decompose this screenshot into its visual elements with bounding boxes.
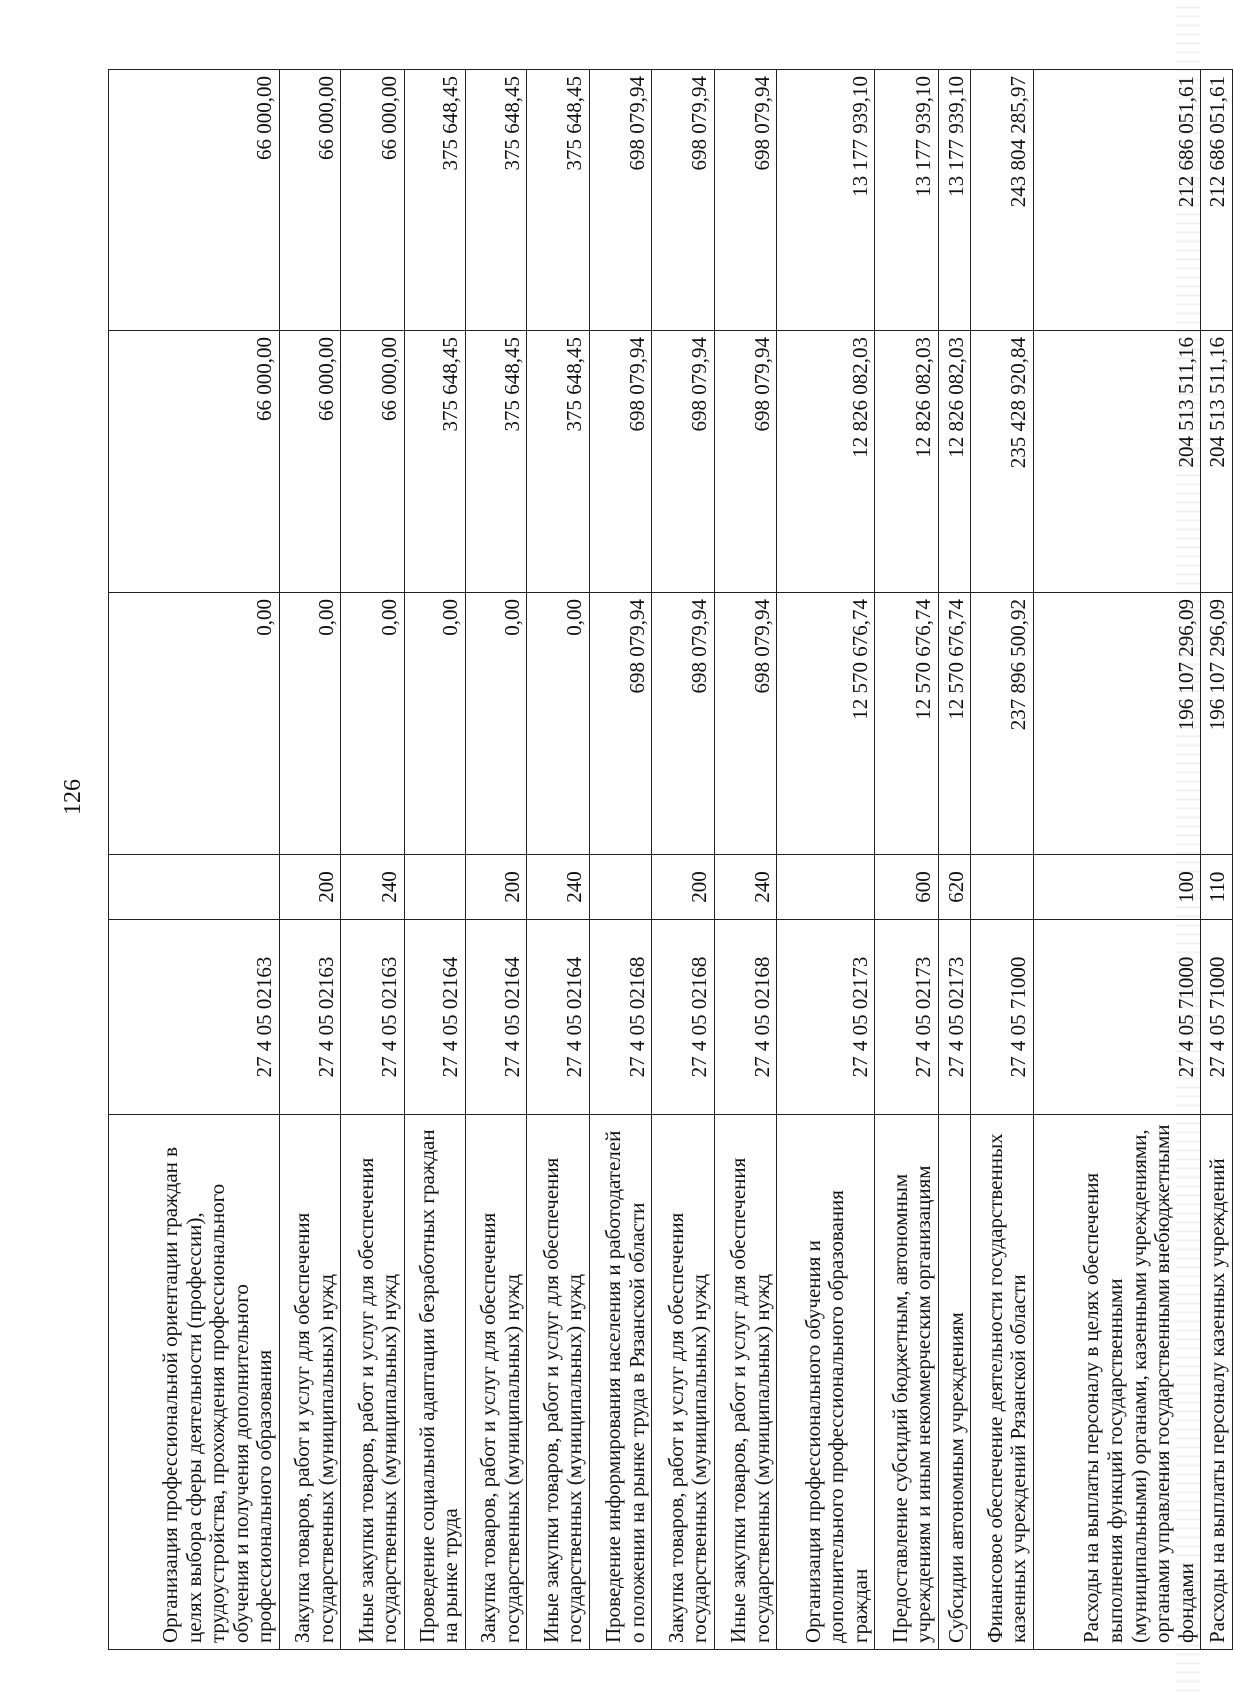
table-row bbox=[465, 70, 526, 1650]
row-value-3: 375 648,45 bbox=[404, 70, 465, 331]
table-row bbox=[1201, 70, 1233, 1650]
table-row bbox=[404, 70, 465, 1650]
row-value-3: 698 079,94 bbox=[589, 70, 651, 331]
row-name: Организация профессиональной ориентации граждан в целях выбора сферы деятельности (профессии), трудоустройства, прохождения профессионального обучения и получения дополнительного профессионального образования bbox=[109, 1115, 280, 1650]
row-vr: 620 bbox=[938, 855, 970, 920]
row-value-3: 375 648,45 bbox=[465, 70, 526, 331]
row-value-2: 698 079,94 bbox=[652, 331, 714, 593]
row-value-2: 235 428 920,84 bbox=[971, 331, 1033, 593]
row-code: 27 4 05 02173 bbox=[875, 920, 939, 1115]
row-vr: 240 bbox=[714, 855, 776, 920]
row-name: Расходы на выплаты персоналу казенных учреждений bbox=[1201, 1115, 1233, 1650]
row-code: 27 4 05 02173 bbox=[938, 920, 970, 1115]
row-name: Финансовое обеспечение деятельности государственных казенных учреждений Рязанской области bbox=[971, 1115, 1033, 1650]
table-row bbox=[938, 70, 970, 1650]
row-value-3: 13 177 939,10 bbox=[938, 70, 970, 331]
row-name: Иные закупки товаров, работ и услуг для обеспечения государственных (муниципальных) нужд bbox=[341, 1115, 405, 1650]
table-row bbox=[875, 70, 939, 1650]
row-code: 27 4 05 02168 bbox=[589, 920, 651, 1115]
row-code: 27 4 05 02163 bbox=[279, 920, 340, 1115]
row-value-1: 0,00 bbox=[404, 593, 465, 855]
row-value-1: 12 570 676,74 bbox=[777, 593, 875, 855]
table-row bbox=[279, 70, 340, 1650]
row-vr: 600 bbox=[875, 855, 939, 920]
row-value-2: 12 826 082,03 bbox=[777, 331, 875, 593]
row-value-3: 212 686 051,61 bbox=[1201, 70, 1233, 331]
row-vr: 240 bbox=[527, 855, 589, 920]
row-vr bbox=[589, 855, 651, 920]
row-value-2: 12 826 082,03 bbox=[875, 331, 939, 593]
row-code: 27 4 05 02163 bbox=[341, 920, 405, 1115]
row-value-3: 698 079,94 bbox=[714, 70, 776, 331]
row-value-2: 12 826 082,03 bbox=[938, 331, 970, 593]
page-number: 126 bbox=[60, 779, 86, 815]
table-row bbox=[1033, 70, 1200, 1650]
row-code: 27 4 05 02164 bbox=[527, 920, 589, 1115]
table-row bbox=[652, 70, 714, 1650]
row-value-1: 0,00 bbox=[465, 593, 526, 855]
row-value-2: 375 648,45 bbox=[527, 331, 589, 593]
row-name: Закупка товаров, работ и услуг для обеспечения государственных (муниципальных) нужд bbox=[465, 1115, 526, 1650]
row-value-2: 66 000,00 bbox=[341, 331, 405, 593]
row-value-3: 375 648,45 bbox=[527, 70, 589, 331]
row-value-3: 212 686 051,61 bbox=[1033, 70, 1200, 331]
table-row bbox=[527, 70, 589, 1650]
row-value-2: 698 079,94 bbox=[714, 331, 776, 593]
row-value-1: 0,00 bbox=[109, 593, 280, 855]
row-value-3: 698 079,94 bbox=[652, 70, 714, 331]
row-value-2: 66 000,00 bbox=[109, 331, 280, 593]
row-code: 27 4 05 02168 bbox=[714, 920, 776, 1115]
row-code: 27 4 05 02168 bbox=[652, 920, 714, 1115]
row-value-2: 204 513 511,16 bbox=[1033, 331, 1200, 593]
row-name: Закупка товаров, работ и услуг для обеспечения государственных (муниципальных) нужд bbox=[279, 1115, 340, 1650]
row-code: 27 4 05 02164 bbox=[465, 920, 526, 1115]
row-code: 27 4 05 02173 bbox=[777, 920, 875, 1115]
table-row bbox=[341, 70, 405, 1650]
row-value-1: 12 570 676,74 bbox=[938, 593, 970, 855]
row-vr: 200 bbox=[279, 855, 340, 920]
row-vr: 200 bbox=[652, 855, 714, 920]
row-value-3: 13 177 939,10 bbox=[777, 70, 875, 331]
row-value-1: 698 079,94 bbox=[714, 593, 776, 855]
row-value-3: 66 000,00 bbox=[341, 70, 405, 331]
row-value-1: 0,00 bbox=[527, 593, 589, 855]
row-name: Иные закупки товаров, работ и услуг для обеспечения государственных (муниципальных) нужд bbox=[714, 1115, 776, 1650]
row-value-1: 196 107 296,09 bbox=[1201, 593, 1233, 855]
row-name: Иные закупки товаров, работ и услуг для обеспечения государственных (муниципальных) нужд bbox=[527, 1115, 589, 1650]
row-value-2: 698 079,94 bbox=[589, 331, 651, 593]
row-value-1: 698 079,94 bbox=[589, 593, 651, 855]
row-vr: 200 bbox=[465, 855, 526, 920]
row-code: 27 4 05 02163 bbox=[109, 920, 280, 1115]
row-value-2: 375 648,45 bbox=[465, 331, 526, 593]
row-vr bbox=[109, 855, 280, 920]
row-name: Организация профессионального обучения и дополнительного профессионального образования граждан bbox=[777, 1115, 875, 1650]
row-value-2: 66 000,00 bbox=[279, 331, 340, 593]
row-value-1: 12 570 676,74 bbox=[875, 593, 939, 855]
row-vr bbox=[777, 855, 875, 920]
row-name: Закупка товаров, работ и услуг для обеспечения государственных (муниципальных) нужд bbox=[652, 1115, 714, 1650]
row-vr: 110 bbox=[1201, 855, 1233, 920]
row-value-1: 0,00 bbox=[279, 593, 340, 855]
table-row bbox=[971, 70, 1033, 1650]
row-name: Предоставление субсидий бюджетным, автономным учреждениям и иным некоммерческим организациям bbox=[875, 1115, 939, 1650]
row-vr: 240 bbox=[341, 855, 405, 920]
row-vr: 100 bbox=[1033, 855, 1200, 920]
table-row bbox=[589, 70, 651, 1650]
table-row bbox=[714, 70, 776, 1650]
row-value-2: 204 513 511,16 bbox=[1201, 331, 1233, 593]
row-value-3: 13 177 939,10 bbox=[875, 70, 939, 331]
row-name: Проведение информирования населения и работодателей о положении на рынке труда в Рязанской области bbox=[589, 1115, 651, 1650]
row-value-1: 0,00 bbox=[341, 593, 405, 855]
row-code: 27 4 05 02164 bbox=[404, 920, 465, 1115]
row-code: 27 4 05 71000 bbox=[971, 920, 1033, 1115]
row-name: Субсидии автономным учреждениям bbox=[938, 1115, 970, 1650]
row-value-1: 698 079,94 bbox=[652, 593, 714, 855]
row-value-3: 66 000,00 bbox=[109, 70, 280, 331]
row-name: Проведение социальной адаптации безработных граждан на рынке труда bbox=[404, 1115, 465, 1650]
row-value-1: 237 896 500,92 bbox=[971, 593, 1033, 855]
table-row bbox=[777, 70, 875, 1650]
rotated-table-wrapper bbox=[108, 70, 1233, 1650]
row-code: 27 4 05 71000 bbox=[1201, 920, 1233, 1115]
row-name: Расходы на выплаты персоналу в целях обеспечения выполнения функций государственными (муниципальными) органами, казенными учреждениями, органами управления государственными внебюджетными фондами bbox=[1033, 1115, 1200, 1650]
row-vr bbox=[404, 855, 465, 920]
row-value-3: 243 804 285,97 bbox=[971, 70, 1033, 331]
row-code: 27 4 05 71000 bbox=[1033, 920, 1200, 1115]
row-value-1: 196 107 296,09 bbox=[1033, 593, 1200, 855]
budget-table bbox=[108, 69, 1233, 1650]
table-row bbox=[109, 70, 280, 1650]
row-value-3: 66 000,00 bbox=[279, 70, 340, 331]
row-vr bbox=[971, 855, 1033, 920]
row-value-2: 375 648,45 bbox=[404, 331, 465, 593]
